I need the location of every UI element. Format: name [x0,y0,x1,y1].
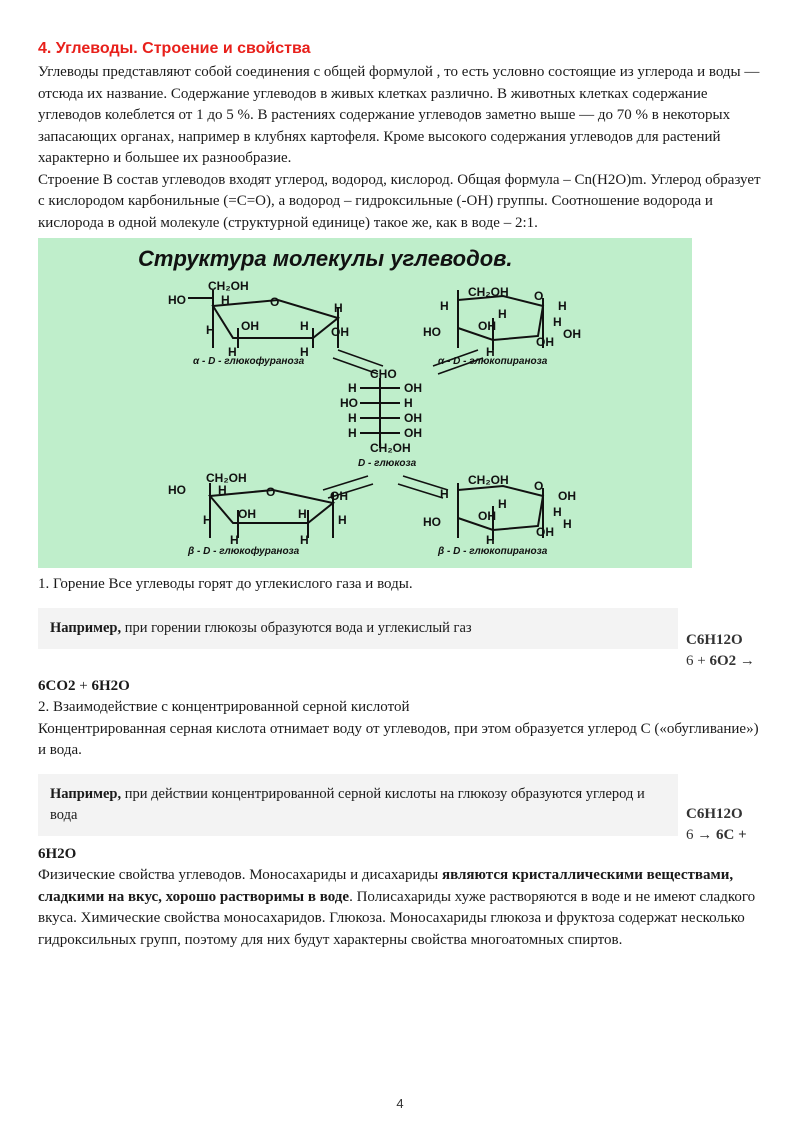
burn-example-box [38,608,678,649]
svg-text:H: H [404,396,413,410]
svg-text:CH₂OH: CH₂OH [468,473,509,487]
svg-text:CH₂OH: CH₂OH [370,441,411,455]
svg-text:OH: OH [404,381,422,395]
svg-text:H: H [486,345,495,359]
svg-text:HO: HO [168,483,186,497]
burn-example [38,608,764,676]
molecule-diagram [38,238,692,568]
svg-text:H: H [348,426,357,440]
acid-example-box [38,774,678,836]
svg-text:HO: HO [168,293,186,307]
svg-text:H: H [553,315,562,329]
burn-example-bold: Например, [50,619,122,636]
svg-text:H: H [221,293,230,307]
svg-text:OH: OH [478,509,496,523]
figure-title: Структура молекулы углеводов. [138,246,513,271]
burn-formula-side-1: C6H12O [686,631,743,648]
acid-example-text: при действии концентрированной серной кислоты на глюкозу образуются углерод и вода [50,785,645,823]
svg-text:H: H [230,533,239,547]
label-alpha-pyranose: α - D - глюкопираноза [438,356,548,367]
svg-text:H: H [228,345,237,359]
chain-cho: CHO [370,367,397,381]
burn-formula-side-2: 6 + 6O2 → [686,652,755,669]
svg-text:H: H [440,487,449,501]
svg-text:H: H [348,381,357,395]
svg-text:H: H [498,497,507,511]
svg-text:OH: OH [558,489,576,503]
svg-text:OH: OH [478,319,496,333]
svg-text:H: H [558,299,567,313]
svg-text:HO: HO [423,515,441,529]
svg-text:CH₂OH: CH₂OH [208,279,249,293]
svg-text:OH: OH [536,525,554,539]
acid-paragraph: Концентрированная серная кислота отнимает воду от углеводов, при этом образуется углерод C («обугливание») и вода. [38,720,759,758]
svg-text:O: O [534,479,544,493]
svg-text:HO: HO [340,396,358,410]
svg-text:HO: HO [423,325,441,339]
svg-text:H: H [298,507,307,521]
svg-text:OH: OH [241,319,259,333]
label-alpha-furanose: α - D - глюкофураноза [193,356,305,367]
svg-text:CH₂OH: CH₂OH [206,471,247,485]
document-page [38,38,764,951]
svg-text:H: H [300,345,309,359]
acid-formula-tail: 6H2O [38,845,77,862]
svg-text:OH: OH [331,325,349,339]
acid-formula-side-2: 6 → 6C + [686,826,747,843]
svg-text:OH: OH [330,489,348,503]
acid-example-bold: Например, [50,785,122,802]
svg-text:H: H [206,323,215,337]
intro-paragraph: Углеводы представляют собой соединения с общей формулой , то есть условно состоящие из углерода и воды — отсюда их название. Содержание углеводов в живых клетках различно. В животных клетках содержание углеводов колеблется от 1 до 5 %. В растениях содержание углеводов заметно выше — до 70 % в некоторых запасающих органах, например в клубнях картофеля. Кроме высокого содержания углеводов для растений характерно и большее их разнообразие. [38,64,760,166]
burn-formula-tail: 6CO2 + 6H2O [38,677,130,694]
svg-text:H: H [563,517,572,531]
label-beta-pyranose: β - D - глюкопираноза [438,546,548,557]
svg-text:CH₂OH: CH₂OH [468,285,509,299]
svg-text:H: H [338,513,347,527]
label-d-glucose: D - глюкоза [358,458,417,469]
svg-text:OH: OH [404,426,422,440]
svg-text:H: H [300,533,309,547]
acid-example [38,774,764,844]
svg-text:H: H [334,301,343,315]
svg-text:O: O [270,295,280,309]
beta-pyranose [458,483,543,540]
burn-example-text: при горении глюкозы образуются вода и углекислый газ [121,619,472,636]
svg-text:H: H [203,513,212,527]
svg-text:H: H [486,533,495,547]
svg-text:O: O [534,289,544,303]
svg-text:H: H [218,483,227,497]
svg-text:OH: OH [238,507,256,521]
alpha-furanose [188,290,338,348]
svg-text:OH: OH [404,411,422,425]
page-number: 4 [396,1096,404,1111]
section-heading: 4. Углеводы. Строение и свойства [38,40,311,57]
svg-text:H: H [440,299,449,313]
carbohydrate-structure-figure [38,238,692,568]
svg-text:H: H [553,505,562,519]
svg-text:H: H [498,307,507,321]
svg-text:OH: OH [563,327,581,341]
acid-formula-side-1: C6H12O [686,805,743,822]
label-beta-furanose: β - D - глюкофураноза [188,546,300,557]
svg-text:O: O [266,485,276,499]
glucose-chain [360,378,400,448]
physical-paragraph: Физические свойства углеводов. Моносахариды и дисахариды являются кристаллическими веществами, сладкими на вкус, хорошо растворимы в воде. Полисахариды хуже растворяются в воде и не имеют сладкого вкуса. Химические свойства моносахаридов. Глюкоза. Моносахариды глюкоза и фруктоза содержат несколько гидроксильных групп, поэтому для них будут характерны свойства многоатомных спиртов. [38,867,756,948]
svg-text:H: H [348,411,357,425]
structure-paragraph: Строение В состав углеводов входят углерод, водород, кислород. Общая формула – Cn(H2O)m. Углерод образует с кислородом карбонильные (=C=O), а водород – гидроксильные (-OH) группы. Соотношение водорода и кислорода в одной молекуле (структурной единице) такое же, как в воде – 2:1. [38,171,761,231]
svg-text:H: H [300,319,309,333]
acid-heading: 2. Взаимодействие с концентрированной серной кислотой [38,699,410,715]
svg-text:OH: OH [536,335,554,349]
burn-heading: 1. Горение Все углеводы горят до углекислого газа и воды. [38,576,413,592]
